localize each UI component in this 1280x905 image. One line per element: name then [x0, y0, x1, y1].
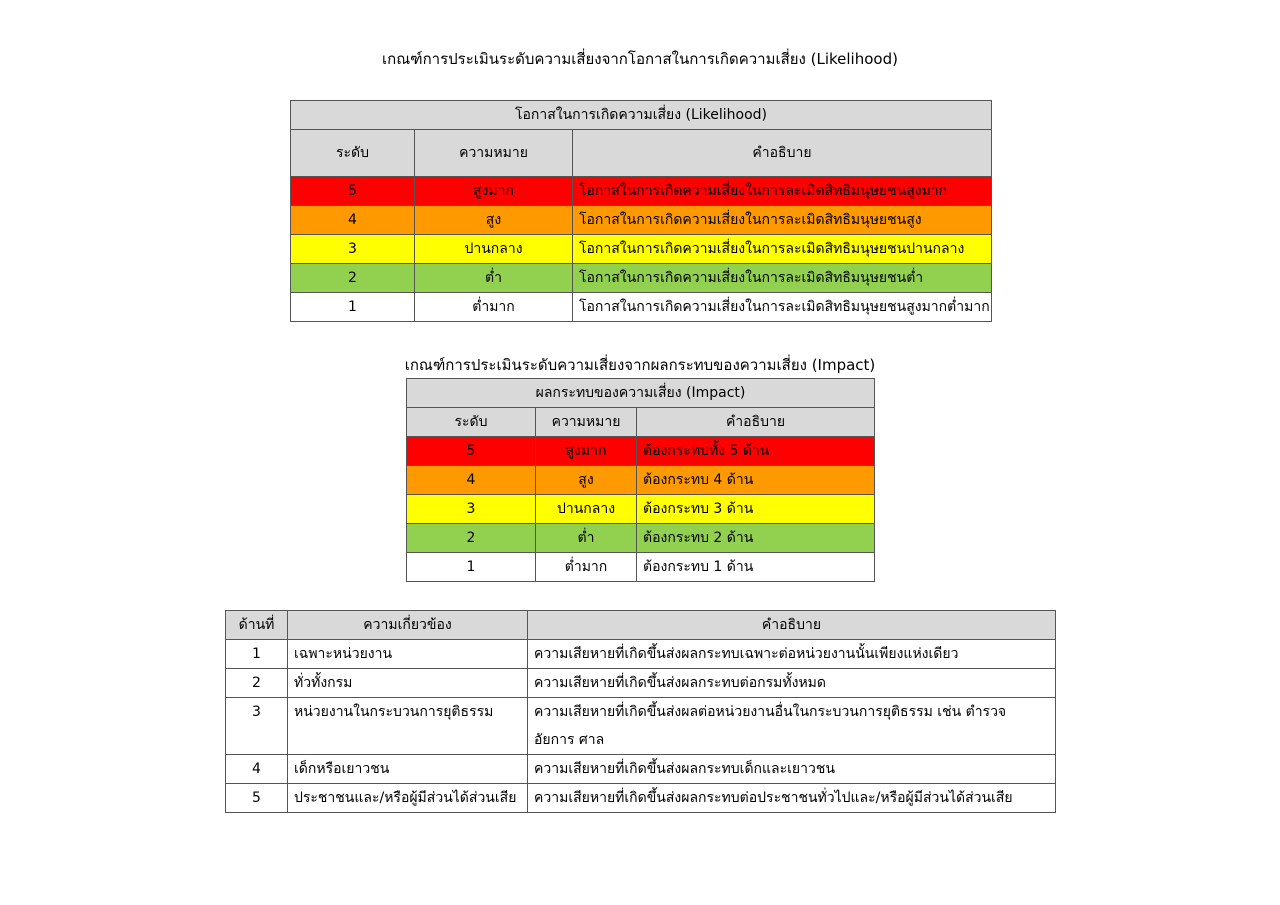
- meaning-cell: ต่ำ: [536, 524, 637, 553]
- relation-cell: ทั่วทั้งกรม: [288, 669, 528, 698]
- meaning-cell: สูง: [415, 206, 573, 235]
- column-header-meaning: ความหมาย: [415, 130, 573, 177]
- impact-table: [406, 378, 875, 582]
- table-row: [407, 466, 875, 495]
- table-row: [291, 177, 992, 206]
- description-cell: โอกาสในการเกิดความเสี่ยงในการละเมิดสิทธิมนุษยชนสูงมากต่ำมาก: [573, 293, 992, 322]
- level-cell: 2: [291, 264, 415, 293]
- likelihood-title: เกณฑ์การประเมินระดับความเสี่ยงจากโอกาสในการเกิดความเสี่ยง (Likelihood): [382, 50, 898, 68]
- column-header-relation: ความเกี่ยวข้อง: [288, 611, 528, 640]
- meaning-cell: ปานกลาง: [415, 235, 573, 264]
- relation-cell: เด็กหรือเยาวชน: [288, 755, 528, 784]
- impact-title: เกณฑ์การประเมินระดับความเสี่ยงจากผลกระทบของความเสี่ยง (Impact): [404, 356, 876, 374]
- level-cell: 4: [407, 466, 536, 495]
- column-header-meaning: ความหมาย: [536, 408, 637, 437]
- level-cell: 5: [407, 437, 536, 466]
- table-row: [407, 495, 875, 524]
- level-cell: 3: [407, 495, 536, 524]
- level-cell: 5: [291, 177, 415, 206]
- column-header-level: ระดับ: [407, 408, 536, 437]
- aspect-number-cell: 3: [226, 698, 288, 755]
- column-header-description: คำอธิบาย: [637, 408, 875, 437]
- meaning-cell: ต่ำ: [415, 264, 573, 293]
- description-cell: ต้องกระทบ 1 ด้าน: [637, 553, 875, 582]
- table-row: [291, 264, 992, 293]
- table-row: [226, 669, 1056, 698]
- description-cell: โอกาสในการเกิดความเสี่ยงในการละเมิดสิทธิมนุษยชนต่ำ: [573, 264, 992, 293]
- description-cell: ความเสียหายที่เกิดขึ้นส่งผลกระทบต่อประชาชนทั่วไปและ/หรือผู้มีส่วนได้ส่วนเสีย: [528, 784, 1056, 813]
- aspect-number-cell: 5: [226, 784, 288, 813]
- meaning-cell: สูง: [536, 466, 637, 495]
- table-row: [291, 235, 992, 264]
- table-row: [226, 755, 1056, 784]
- description-cell: ความเสียหายที่เกิดขึ้นส่งผลกระทบเด็กและเยาวชน: [528, 755, 1056, 784]
- aspects-table: [225, 610, 1056, 813]
- description-cell: ต้องกระทบทั้ง 5 ด้าน: [637, 437, 875, 466]
- column-header-description: คำอธิบาย: [528, 611, 1056, 640]
- aspect-number-cell: 1: [226, 640, 288, 669]
- likelihood-table-header: โอกาสในการเกิดความเสี่ยง (Likelihood): [291, 101, 992, 130]
- column-header-level: ระดับ: [291, 130, 415, 177]
- description-cell: โอกาสในการเกิดความเสี่ยงในการละเมิดสิทธิมนุษยชนสูงมาก: [573, 177, 992, 206]
- level-cell: 3: [291, 235, 415, 264]
- aspect-number-cell: 4: [226, 755, 288, 784]
- description-cell: โอกาสในการเกิดความเสี่ยงในการละเมิดสิทธิมนุษยชนปานกลาง: [573, 235, 992, 264]
- level-cell: 2: [407, 524, 536, 553]
- description-cell: ต้องกระทบ 3 ด้าน: [637, 495, 875, 524]
- likelihood-table: [290, 100, 992, 322]
- description-cell: ความเสียหายที่เกิดขึ้นส่งผลกระทบต่อกรมทั้งหมด: [528, 669, 1056, 698]
- table-row: [407, 553, 875, 582]
- table-row: [291, 206, 992, 235]
- table-row: [407, 524, 875, 553]
- table-row: [226, 698, 1056, 755]
- level-cell: 1: [291, 293, 415, 322]
- description-cell: ความเสียหายที่เกิดขึ้นส่งผลต่อหน่วยงานอื่นในกระบวนการยุติธรรม เช่น ตำรวจ อัยการ ศาล: [528, 698, 1056, 755]
- relation-cell: หน่วยงานในกระบวนการยุติธรรม: [288, 698, 528, 755]
- table-row: [226, 784, 1056, 813]
- relation-cell: ประชาชนและ/หรือผู้มีส่วนได้ส่วนเสีย: [288, 784, 528, 813]
- meaning-cell: สูงมาก: [536, 437, 637, 466]
- description-cell: ต้องกระทบ 2 ด้าน: [637, 524, 875, 553]
- description-cell: ต้องกระทบ 4 ด้าน: [637, 466, 875, 495]
- level-cell: 1: [407, 553, 536, 582]
- meaning-cell: ปานกลาง: [536, 495, 637, 524]
- meaning-cell: สูงมาก: [415, 177, 573, 206]
- aspect-number-cell: 2: [226, 669, 288, 698]
- level-cell: 4: [291, 206, 415, 235]
- table-row: [226, 640, 1056, 669]
- column-header-description: คำอธิบาย: [573, 130, 992, 177]
- meaning-cell: ต่ำมาก: [415, 293, 573, 322]
- impact-table-header: ผลกระทบของความเสี่ยง (Impact): [407, 379, 875, 408]
- table-row: [407, 437, 875, 466]
- description-cell: ความเสียหายที่เกิดขึ้นส่งผลกระทบเฉพาะต่อหน่วยงานนั้นเพียงแห่งเดียว: [528, 640, 1056, 669]
- table-row: [291, 293, 992, 322]
- relation-cell: เฉพาะหน่วยงาน: [288, 640, 528, 669]
- column-header-aspect-no: ด้านที่: [226, 611, 288, 640]
- description-cell: โอกาสในการเกิดความเสี่ยงในการละเมิดสิทธิมนุษยชนสูง: [573, 206, 992, 235]
- meaning-cell: ต่ำมาก: [536, 553, 637, 582]
